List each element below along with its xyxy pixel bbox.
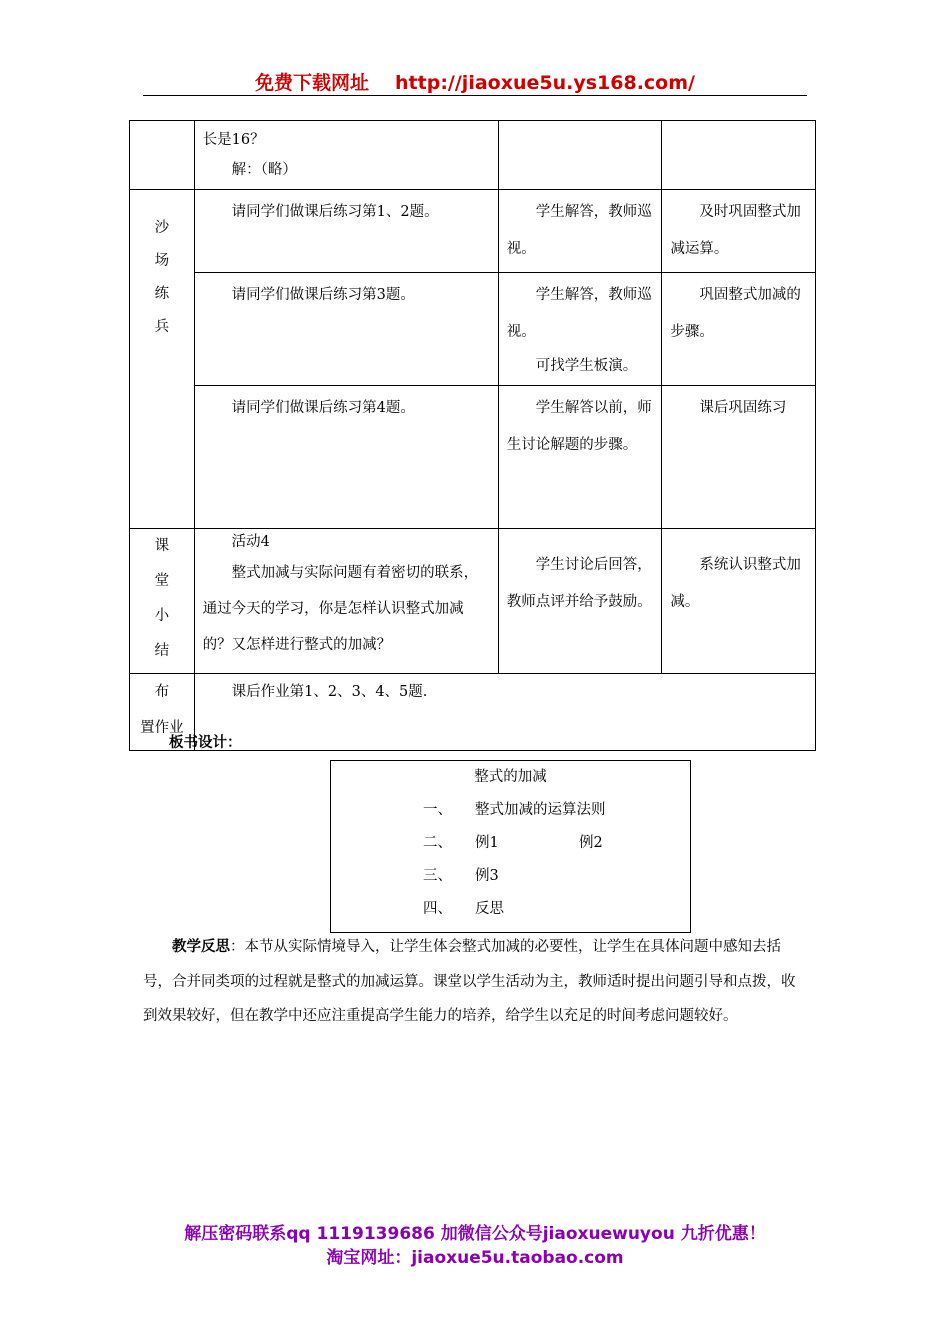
section-label-char: 小 xyxy=(154,608,170,624)
section-label-cell xyxy=(130,529,195,674)
board-row-number: 二、 xyxy=(423,835,452,851)
cell-text: 解：（略） xyxy=(231,162,297,178)
section-label-cell xyxy=(130,190,195,529)
section-label-char: 布 xyxy=(154,684,170,700)
table-cell: 请同学们做课后练习第3题。 xyxy=(194,273,498,386)
board-row-text: 反思 xyxy=(475,901,504,917)
cell-text: 可找学生板演。 xyxy=(535,358,638,374)
table-cell xyxy=(662,121,816,190)
reflection-label: 教学反思 xyxy=(172,938,230,955)
table-cell xyxy=(194,529,498,674)
section-label-char: 结 xyxy=(154,643,170,659)
board-row-extra: 例2 xyxy=(579,835,603,851)
table-cell: 学生解答以前，师生讨论解题的步骤。 xyxy=(498,386,662,529)
table-cell xyxy=(498,273,662,386)
table-row xyxy=(130,121,816,190)
board-row-number: 三、 xyxy=(423,868,452,884)
table-cell: 巩固整式加减的步骤。 xyxy=(662,273,816,386)
table-cell: 课后巩固练习 xyxy=(662,386,816,529)
footer-shop-link[interactable]: 淘宝网址：jiaoxue5u.taobao.com xyxy=(326,1248,624,1268)
section-label-char: 沙 xyxy=(154,220,170,236)
section-label-char: 练 xyxy=(154,286,170,302)
cell-text: 长是16？ xyxy=(202,132,265,148)
board-row xyxy=(423,897,504,918)
section-label-char: 兵 xyxy=(154,319,170,335)
table-cell: 学生讨论后回答，教师点评并给予鼓励。 xyxy=(498,529,662,674)
table-cell xyxy=(498,121,662,190)
table-row xyxy=(130,529,816,674)
table-row xyxy=(130,273,816,386)
table-cell xyxy=(130,121,195,190)
section-label-char: 场 xyxy=(154,253,170,269)
section-label-char: 堂 xyxy=(154,573,170,589)
cell-text: 学生解答，教师巡视。 xyxy=(506,287,652,340)
header-divider xyxy=(143,95,807,96)
board-title: 整式的加减 xyxy=(474,769,547,785)
board-row xyxy=(423,831,683,852)
board-row-text: 整式加减的运算法则 xyxy=(475,802,606,818)
table-cell: 请同学们做课后练习第4题。 xyxy=(194,386,498,529)
section-label-char: 置作业 xyxy=(140,720,184,736)
table-cell: 请同学们做课后练习第1、2题。 xyxy=(194,190,498,273)
table-cell xyxy=(194,121,498,190)
board-row-text: 例1 xyxy=(475,835,499,851)
board-row-text: 例3 xyxy=(475,868,499,884)
lesson-table xyxy=(129,120,816,751)
cell-text: 整式加减与实际问题有着密切的联系，通过今天的学习，你是怎样认识整式加减的？又怎样进行整式的加减？ xyxy=(202,565,479,653)
table-cell: 及时巩固整式加减运算。 xyxy=(662,190,816,273)
board-row xyxy=(423,864,499,885)
table-cell: 系统认识整式加减。 xyxy=(662,529,816,674)
cell-text: 活动4 xyxy=(231,534,270,550)
board-design-box xyxy=(330,760,691,933)
board-row xyxy=(423,798,606,819)
header-site-name: 免费下载网址 xyxy=(255,72,370,94)
table-row xyxy=(130,386,816,529)
board-row-number: 四、 xyxy=(423,901,452,917)
page-header xyxy=(143,68,807,95)
section-label-char: 课 xyxy=(154,538,170,554)
table-cell: 学生解答，教师巡视。 xyxy=(498,190,662,273)
footer-contact: 解压密码联系qq 1119139686 加微信公众号jiaoxuewuyou 九折优惠！ xyxy=(184,1224,766,1244)
board-design-label: 板书设计： xyxy=(169,734,242,751)
teaching-reflection xyxy=(143,930,807,1034)
board-row-number: 一、 xyxy=(423,802,452,818)
header-url-link[interactable]: http://jiaoxue5u.ys168.com/ xyxy=(395,72,695,94)
table-cell: 课后作业第1、2、3、4、5题. xyxy=(194,674,815,751)
reflection-text: ：本节从实际情境导入，让学生体会整式加减的必要性，让学生在具体问题中感知去括号，合并同类项的过程就是整式的加减运算。课堂以学生活动为主，教师适时提出问题引导和点拨，收到效果较好，但在教学中还应注重提高学生能力的培养，给学生以充足的时间考虑问题较好。 xyxy=(143,939,796,1024)
table-row xyxy=(130,190,816,273)
